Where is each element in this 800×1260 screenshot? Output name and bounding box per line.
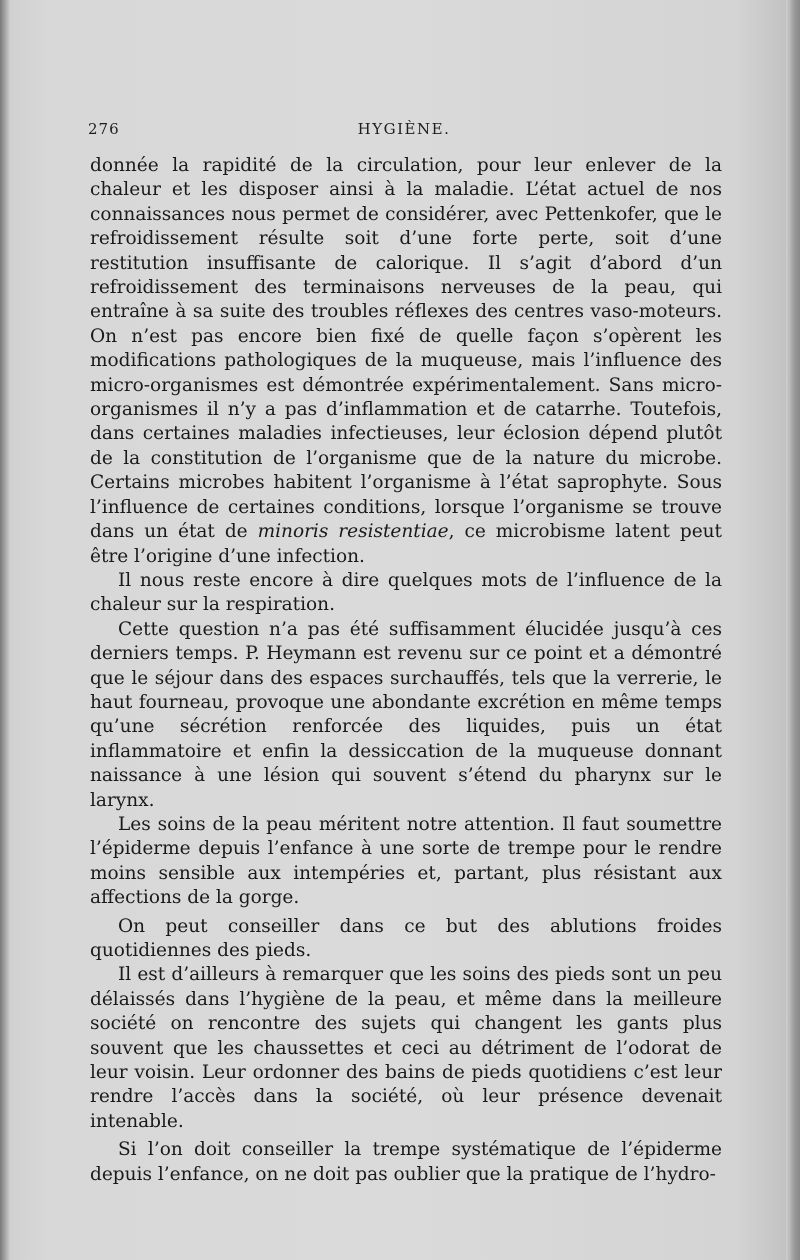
paragraph-7: Si l’on doit conseiller la trempe systématique de l’épiderme depuis l’enfance, on ne doit pas oublier que la pratique de l’hydro-	[90, 1139, 722, 1185]
running-title: HYGIÈNE.	[357, 120, 451, 138]
latin-phrase: minoris resistentiae	[257, 521, 449, 543]
paragraph-6: Il est d’ailleurs à remarquer que les soins des pieds sont un peu délaissés dans l’hygiène de la peau, et même dans la meilleure société on rencontre des sujets qui changent les gants plus souvent que les chaussettes et ceci au détriment de l’odorat de leur voisin. Leur ordonner des bains de pieds quotidiens c’est leur rendre l’accès dans la société, où leur présence devenait intenable.	[90, 964, 722, 1132]
paragraph-1	[90, 154, 722, 569]
paragraph-5: On peut conseiller dans ce but des ablutions froides quotidiennes des pieds.	[90, 915, 722, 961]
paragraph-1-tail: , ce microbisme latent peut être l’origine d’une infection.	[90, 521, 722, 567]
paragraph-1-text: donnée la rapidité de la circulation, pour leur enlever de la chaleur et les disposer ainsi à la maladie. L’état actuel de nos connaissances nous permet de considérer, avec Pettenkofer, que le refroidissement résulte soit d’une forte perte, soit d’une restitution insuffisante de calorique. Il s’agit d’abord d’un refroidissement des terminaisons nerveuses de la peau, qui entraîne à sa suite des troubles réflexes des centres vaso-moteurs. On n’est pas encore bien fixé de quelle façon s’opèrent les modifications pathologiques de la muqueuse, mais l’influence des micro-organismes est démontrée expérimentalement. Sans micro-organismes il n’y a pas d’inflammation et de catarrhe. Toutefois, dans certaines maladies infectieuses, leur éclosion dépend plutôt de la constitution de l’organisme que de la nature du microbe. Certains microbes habitent l’organisme à l’état saprophyte. Sous l’influence de certaines conditions, lorsque l’organisme se trouve dans un état de	[90, 155, 722, 543]
paragraph-4: Les soins de la peau méritent notre attention. Il faut soumettre l’épiderme depuis l’enfance à une sorte de trempe pour le rendre moins sensible aux intempéries et, partant, plus résistant aux affections de la gorge.	[90, 813, 722, 909]
paragraph-3: Cette question n’a pas été suffisamment élucidée jusqu’à ces derniers temps. P. Heymann est revenu sur ce point et a démontré que le séjour dans des espaces surchauffés, tels que la verrerie, le haut fourneau, provoque une abondante excrétion en même temps qu’une sécrétion renforcée des liquides, puis un état inflammatoire et enfin la dessiccation de la muqueuse donnant naissance à une lésion qui souvent s’étend du pharynx sur le larynx.	[90, 618, 722, 811]
page-header	[88, 120, 720, 144]
paragraph-2: Il nous reste encore à dire quelques mots de l’influence de la chaleur sur la respiration.	[90, 569, 722, 616]
body-text	[90, 154, 722, 1187]
page-number: 276	[88, 120, 120, 138]
